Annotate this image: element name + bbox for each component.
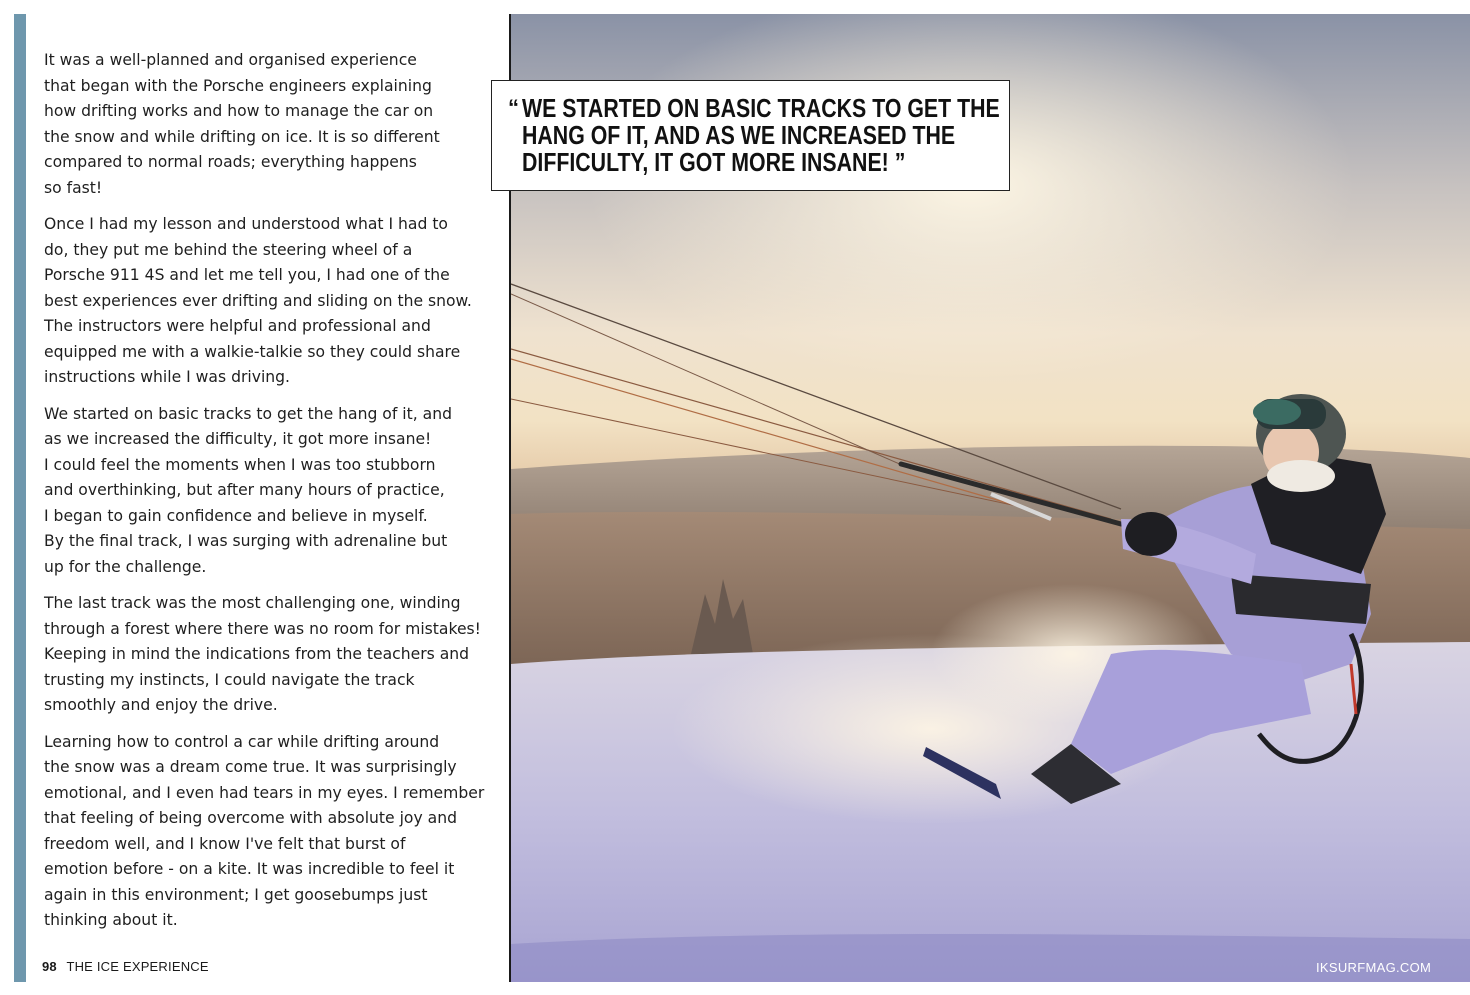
accent-bar — [14, 14, 26, 982]
paragraph-5: Learning how to control a car while drifting around the snow was a dream come true. It was surprisingly emotional, and I even had tears in my eyes. I remember that feeling of being overcome with absolute joy and freedom well, and I know I've felt that burst of emotion before - on a kite. It was incredible to feel it again in this environment; I get goosebumps just thinking about it. — [44, 732, 485, 929]
pull-quote-text: WE STARTED ON BASIC TRACKS TO GET THE HANG OF IT, AND AS WE INCREASED THE DIFFICULTY, IT GOT MORE INSANE! ” — [522, 93, 1000, 177]
pull-quote-box — [491, 80, 1010, 191]
article-body — [44, 48, 496, 945]
section-title: THE ICE EXPERIENCE — [66, 959, 209, 974]
page-number: 98 — [42, 959, 57, 974]
site-url: IKSURFMAG.COM — [1316, 960, 1432, 975]
page-footer-left — [42, 959, 209, 974]
paragraph-4: The last track was the most challenging one, winding through a forest where there was no room for mistakes! Keeping in mind the indications from the teachers and trusting my instincts, I could navigate the track smoothly and enjoy the drive. — [44, 594, 481, 714]
paragraph-1: It was a well-planned and organised experience that began with the Porsche engineers explaining how drifting works and how to manage the car on the snow and while drifting on ice. It is so different compared to normal roads; everything happens so fast! — [44, 51, 440, 197]
quote-open-mark: “ — [508, 95, 519, 120]
paragraph-2: Once I had my lesson and understood what I had to do, they put me behind the steering wheel of a Porsche 911 4S and let me tell you, I had one of the best experiences ever drifting and sliding on the snow. The instructors were helpful and professional and equipped me with a walkie-talkie so they could share instructions while I was driving. — [44, 215, 472, 386]
paragraph-3: We started on basic tracks to get the hang of it, and as we increased the difficulty, it got more insane! I could feel the moments when I was too stubborn and overthinking, but after many hours of practice, I began to gain confidence and believe in myself. By the final track, I was surging with adrenaline but up for the challenge. — [44, 404, 452, 576]
